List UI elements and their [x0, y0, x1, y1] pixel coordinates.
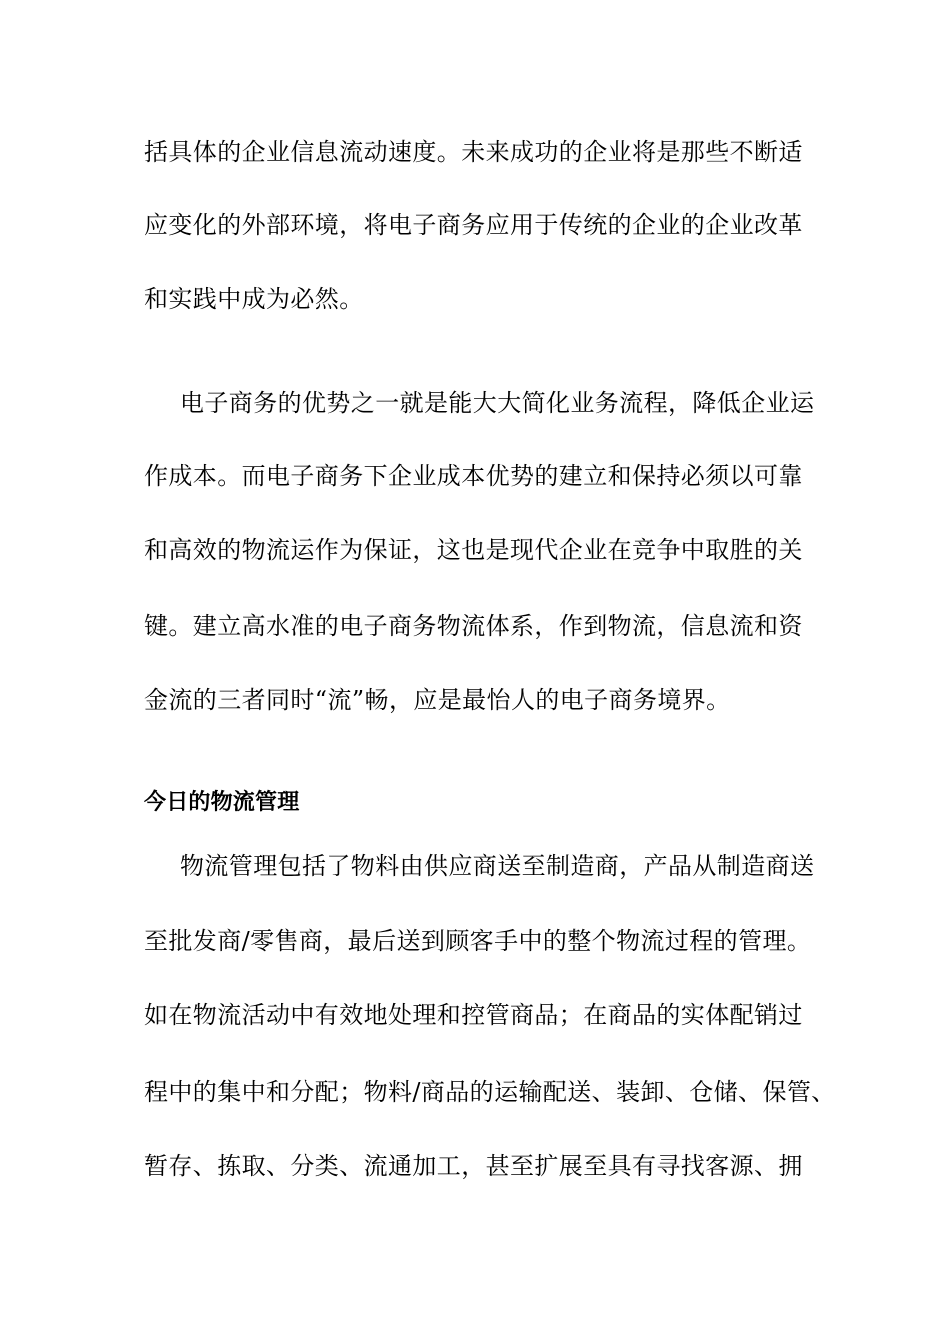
paragraph-3-line-4: 程中的集中和分配；物料/商品的运输配送、装卸、仓储、保管、	[144, 1078, 836, 1106]
paragraph-1-line-3: 和实践中成为必然。	[144, 285, 364, 313]
paragraph-2-line-2: 作成本。而电子商务下企业成本优势的建立和保持必须以可靠	[144, 462, 803, 490]
paragraph-3-line-3: 如在物流活动中有效地处理和控管商品；在商品的实体配销过	[144, 1001, 803, 1029]
paragraph-2-line-1: 电子商务的优势之一就是能大大简化业务流程，降低企业运	[180, 389, 815, 417]
paragraph-3-line-5: 暂存、拣取、分类、流通加工，甚至扩展至具有寻找客源、拥	[144, 1152, 803, 1180]
paragraph-1-line-1: 括具体的企业信息流动速度。未来成功的企业将是那些不断适	[144, 138, 803, 166]
paragraph-2-line-5: 金流的三者同时“流”畅，应是最怡人的电子商务境界。	[144, 686, 731, 714]
paragraph-1-line-2: 应变化的外部环境，将电子商务应用于传统的企业的企业改革	[144, 211, 803, 239]
section-heading: 今日的物流管理	[144, 790, 300, 815]
paragraph-3-line-2: 至批发商/零售商，最后送到顾客手中的整个物流过程的管理。	[144, 927, 812, 955]
paragraph-3-line-1: 物流管理包括了物料由供应商送至制造商，产品从制造商送	[180, 852, 815, 880]
paragraph-2-line-4: 键。建立高水准的电子商务物流体系，作到物流，信息流和资	[144, 612, 803, 640]
paragraph-2-line-3: 和高效的物流运作为保证，这也是现代企业在竞争中取胜的关	[144, 536, 803, 564]
